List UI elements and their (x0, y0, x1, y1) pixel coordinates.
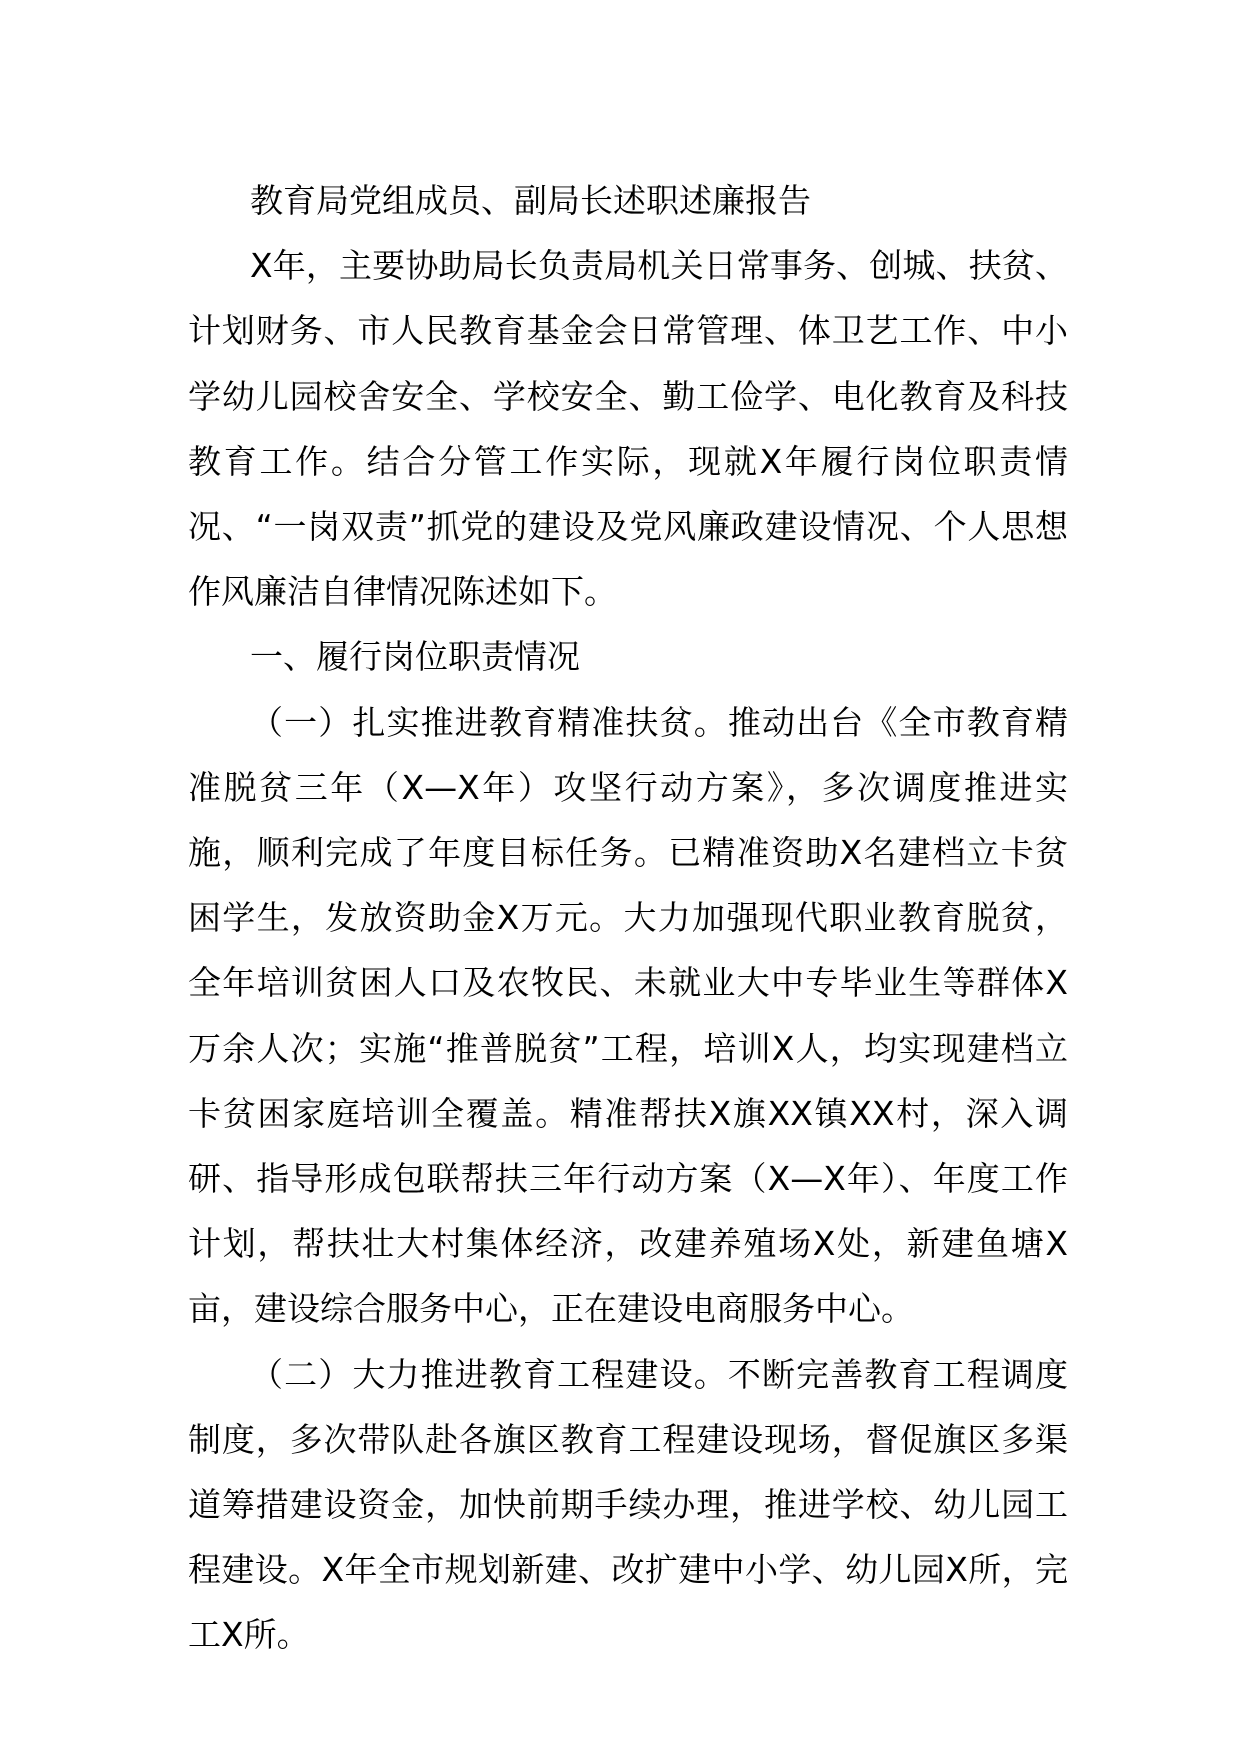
paragraph-intro: X年，主要协助局长负责局机关日常事务、创城、扶贫、计划财务、市人民教育基金会日常管理、体卫艺工作、中小学幼儿园校舍安全、学校安全、勤工俭学、电化教育及科技教育工作。结合分管工作实际，现就X年履行岗位职责情况、“一岗双责”抓党的建设及党风廉政建设情况、个人思想作风廉洁自律情况陈述如下。 (188, 246, 1068, 612)
document-body (188, 168, 1068, 1668)
paragraph-poverty-alleviation: （一）扎实推进教育精准扶贫。推动出台《全市教育精准脱贫三年（X—X年）攻坚行动方案》，多次调度推进实施，顺利完成了年度目标任务。已精准资助X名建档立卡贫困学生，发放资助金X万元。大力加强现代职业教育脱贫，全年培训贫困人口及农牧民、未就业大中专毕业生等群体X万余人次；实施“推普脱贫”工程，培训X人，均实现建档立卡贫困家庭培训全覆盖。精准帮扶X旗XX镇XX村，深入调研、指导形成包联帮扶三年行动方案（X—X年）、年度工作计划，帮扶壮大村集体经济，改建养殖场X处，新建鱼塘X亩，建设综合服务中心，正在建设电商服务中心。 (188, 702, 1068, 1329)
section-heading-duties: 一、履行岗位职责情况 (250, 637, 580, 677)
document-title: 教育局党组成员、副局长述职述廉报告 (250, 181, 811, 220)
paragraph-education-construction: （二）大力推进教育工程建设。不断完善教育工程调度制度，多次带队赴各旗区教育工程建设现场，督促旗区多渠道筹措建设资金，加快前期手续办理，推进学校、幼儿园工程建设。X年全市规划新建、改扩建中小学、幼儿园X所，完工X所。 (188, 1354, 1068, 1655)
